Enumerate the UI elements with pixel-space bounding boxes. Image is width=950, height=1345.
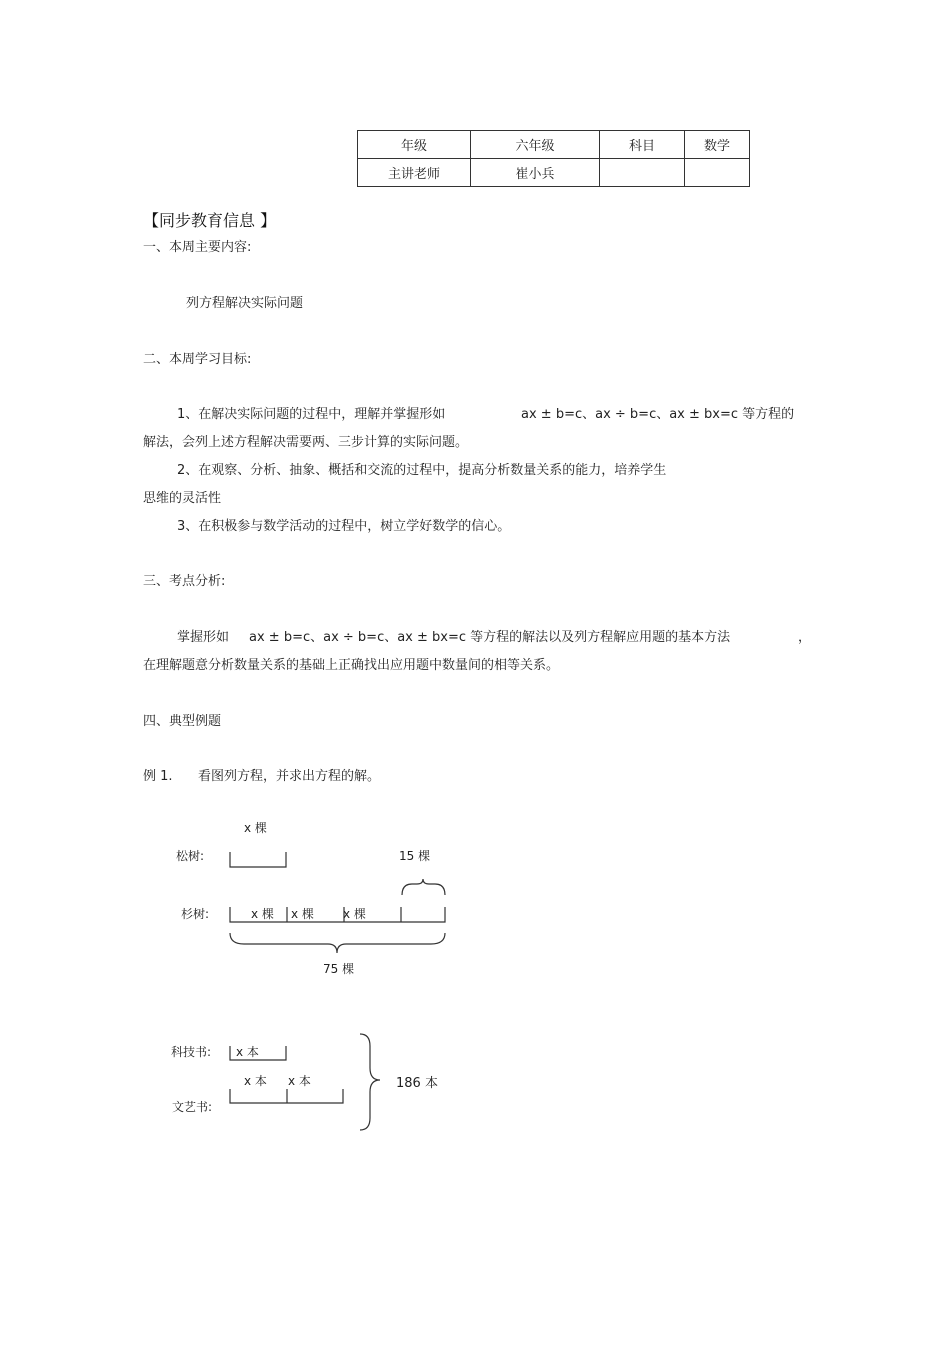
table-cell: 六年级 bbox=[471, 131, 600, 159]
goal1-formulas: ax ± b=c、ax ÷ b=c、ax ± bx=c 等方程的 bbox=[521, 407, 795, 422]
section2-heading: 二、本周学习目标: bbox=[143, 352, 252, 367]
pine-label: 松树: bbox=[176, 849, 205, 863]
analysis-comma: ， bbox=[798, 630, 812, 645]
table-cell: 主讲老师 bbox=[358, 159, 471, 187]
extra-brace bbox=[402, 879, 445, 895]
analysis-line2: 在理解题意分析数量关系的基础上正确找出应用题中数量间的相等关系。 bbox=[143, 658, 560, 673]
lit-seg1-label: x 本 bbox=[244, 1074, 267, 1088]
sci-label: 科技书: bbox=[171, 1045, 212, 1059]
books-brace bbox=[360, 1034, 380, 1130]
table-cell: 年级 bbox=[358, 131, 471, 159]
fir-seg1-label: x 棵 bbox=[251, 907, 274, 921]
analysis-lead: 掌握形如 bbox=[177, 630, 230, 645]
goal1-continued: 解法，会列上述方程解决需要两、三步计算的实际问题。 bbox=[143, 435, 469, 450]
goal2-text: 2、在观察、分析、抽象、概括和交流的过程中，提高分析数量关系的能力，培养学生 bbox=[177, 463, 667, 478]
example1-label: 例 1. bbox=[143, 769, 173, 784]
lit-seg2-label: x 本 bbox=[288, 1074, 311, 1088]
total-brace bbox=[230, 933, 445, 953]
fir-label: 杉树: bbox=[181, 907, 210, 921]
section4-heading: 四、典型例题 bbox=[143, 714, 222, 729]
section3-heading: 三、考点分析: bbox=[143, 574, 226, 589]
analysis-formulas: ax ± b=c、ax ÷ b=c、ax ± bx=c 等方程的解法以及列方程解应用题的基本方法 bbox=[249, 630, 731, 645]
example1-prompt: 看图列方程，并求出方程的解。 bbox=[198, 769, 381, 784]
goal1-text: 1、在解决实际问题的过程中，理解并掌握形如 bbox=[177, 407, 446, 422]
extra-label: 15 棵 bbox=[399, 849, 431, 863]
table-cell: 科目 bbox=[600, 131, 685, 159]
total-label: 75 棵 bbox=[323, 962, 355, 976]
fir-seg3-label: x 棵 bbox=[343, 907, 366, 921]
goal2-continued: 思维的灵活性 bbox=[143, 491, 222, 506]
section1-content: 列方程解决实际问题 bbox=[186, 296, 304, 311]
lit-label: 文艺书: bbox=[172, 1100, 213, 1114]
pine-x-label: x 棵 bbox=[244, 821, 267, 835]
fir-seg2-label: x 棵 bbox=[291, 907, 314, 921]
goal3-text: 3、在积极参与数学活动的过程中，树立学好数学的信心。 bbox=[177, 519, 511, 534]
sci-x-label: x 本 bbox=[236, 1045, 259, 1059]
table-cell: 数学 bbox=[685, 131, 750, 159]
books-total-label: 186 本 bbox=[396, 1076, 438, 1091]
pine-bar bbox=[230, 852, 286, 867]
table-cell: 崔小兵 bbox=[471, 159, 600, 187]
section1-heading: 一、本周主要内容: bbox=[143, 240, 252, 255]
page-title: 【同步教育信息 】 bbox=[143, 211, 277, 230]
